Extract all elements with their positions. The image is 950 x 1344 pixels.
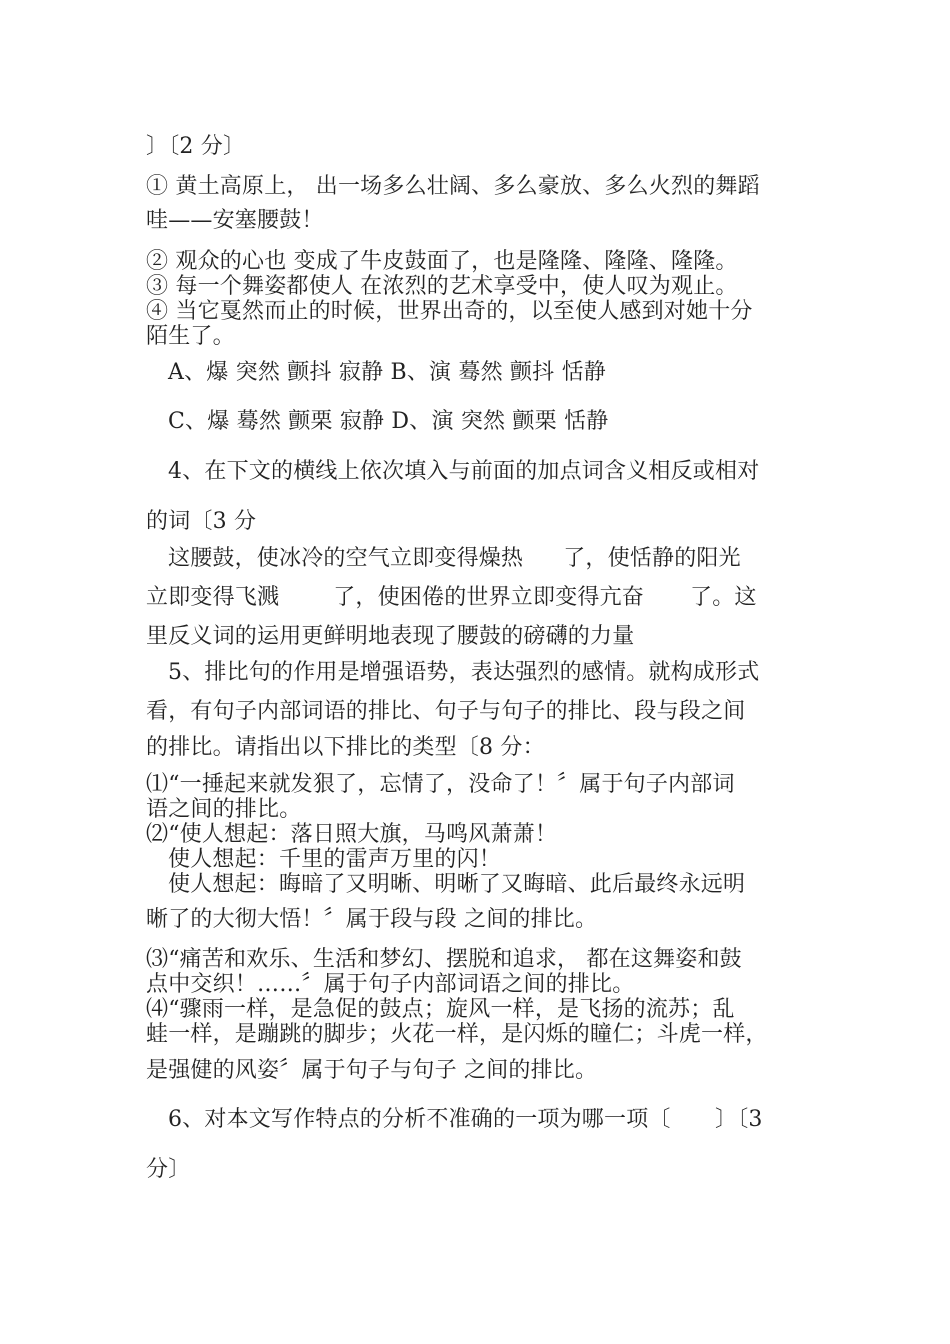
question-5-line-3: 的排比。请指出以下排比的类型〔8 分：	[146, 735, 545, 760]
question-5-line-2: 看，有句子内部词语的排比、句子与句子的排比、段与段之间	[146, 699, 746, 724]
question-6-line-1: 6、对本文写作特点的分析不准确的一项为哪一项〔 〕〔3	[168, 1107, 763, 1132]
item-4-line-2: 蛙一样，是蹦跳的脚步；火花一样，是闪烁的瞳仁；斗虎一样，	[146, 1022, 768, 1047]
question-4-line-2: 的词〔3 分	[146, 509, 257, 534]
item-2-line-1: ⑵“使人想起：落日照大旗，马鸣风萧萧！	[146, 822, 558, 847]
sentence-3: ③ 每一个舞姿都使人 在浓烈的艺术享受中，使人叹为观止。	[146, 274, 738, 299]
item-4-line-3: 是强健的风姿〞属于句子与句子 之间的排比。	[146, 1058, 598, 1083]
passage-text: 立即变得飞溅	[146, 585, 280, 610]
passage-line-1	[168, 546, 741, 572]
options-c-d: C、爆 蓦然 颤栗 寂静 D、演 突然 颤栗 恬静	[168, 409, 609, 434]
sentence-4-line-2: 陌生了。	[146, 324, 235, 349]
item-2-line-4: 晰了的大彻大悟！〞属于段与段 之间的排比。	[146, 907, 598, 932]
passage-line-2	[146, 585, 757, 611]
question-6-line-2: 分〕	[146, 1157, 191, 1182]
item-1-line-2: 语之间的排比。	[146, 797, 302, 822]
sentence-1-line-2: 哇——安塞腰鼓！	[146, 208, 324, 233]
score-note-line: 〕〔2 分〕	[146, 134, 246, 159]
question-4-line-1: 4、在下文的横线上依次填入与前面的加点词含义相反或相对	[168, 459, 760, 484]
passage-text: 这腰鼓，使冰冷的空气立即变得燥热	[168, 546, 524, 571]
sentence-2: ② 观众的心也 变成了牛皮鼓面了，也是隆隆、隆隆、隆隆。	[146, 249, 738, 274]
item-4-line-1: ⑷“骤雨一样，是急促的鼓点；旋风一样，是飞扬的流苏；乱	[146, 997, 735, 1022]
passage-text: 了，使恬静的阳光	[563, 546, 741, 571]
item-2-line-3: 使人想起：晦暗了又明晰、明晰了又晦暗、此后最终永远明	[168, 872, 746, 897]
options-a-b: A、爆 突然 颤抖 寂静 B、演 蓦然 颤抖 恬静	[168, 360, 607, 385]
item-2-line-2: 使人想起：千里的雷声万里的闪！	[168, 847, 502, 872]
question-5-line-1: 5、排比句的作用是增强语势，表达强烈的感情。就构成形式	[168, 660, 760, 685]
passage-text: 了。这	[690, 585, 757, 610]
sentence-4-line-1: ④ 当它戛然而止的时候，世界出奇的，以至使人感到对她十分	[146, 299, 753, 324]
item-1-line-1: ⑴“一捶起来就发狠了，忘情了，没命了！〞属于句子内部词	[146, 772, 735, 797]
passage-text: 了，使困倦的世界立即变得亢奋	[333, 585, 645, 610]
passage-line-3: 里反义词的运用更鲜明地表现了腰鼓的磅礴的力量	[146, 624, 635, 649]
item-3-line-2: 点中交织！……〞属于句子内部词语之间的排比。	[146, 972, 635, 997]
item-3-line-1: ⑶“痛苦和欢乐、生活和梦幻、摆脱和追求， 都在这舞姿和鼓	[146, 947, 742, 972]
sentence-1-line-1: ① 黄土高原上， 出一场多么壮阔、多么豪放、多么火烈的舞蹈	[146, 174, 760, 199]
